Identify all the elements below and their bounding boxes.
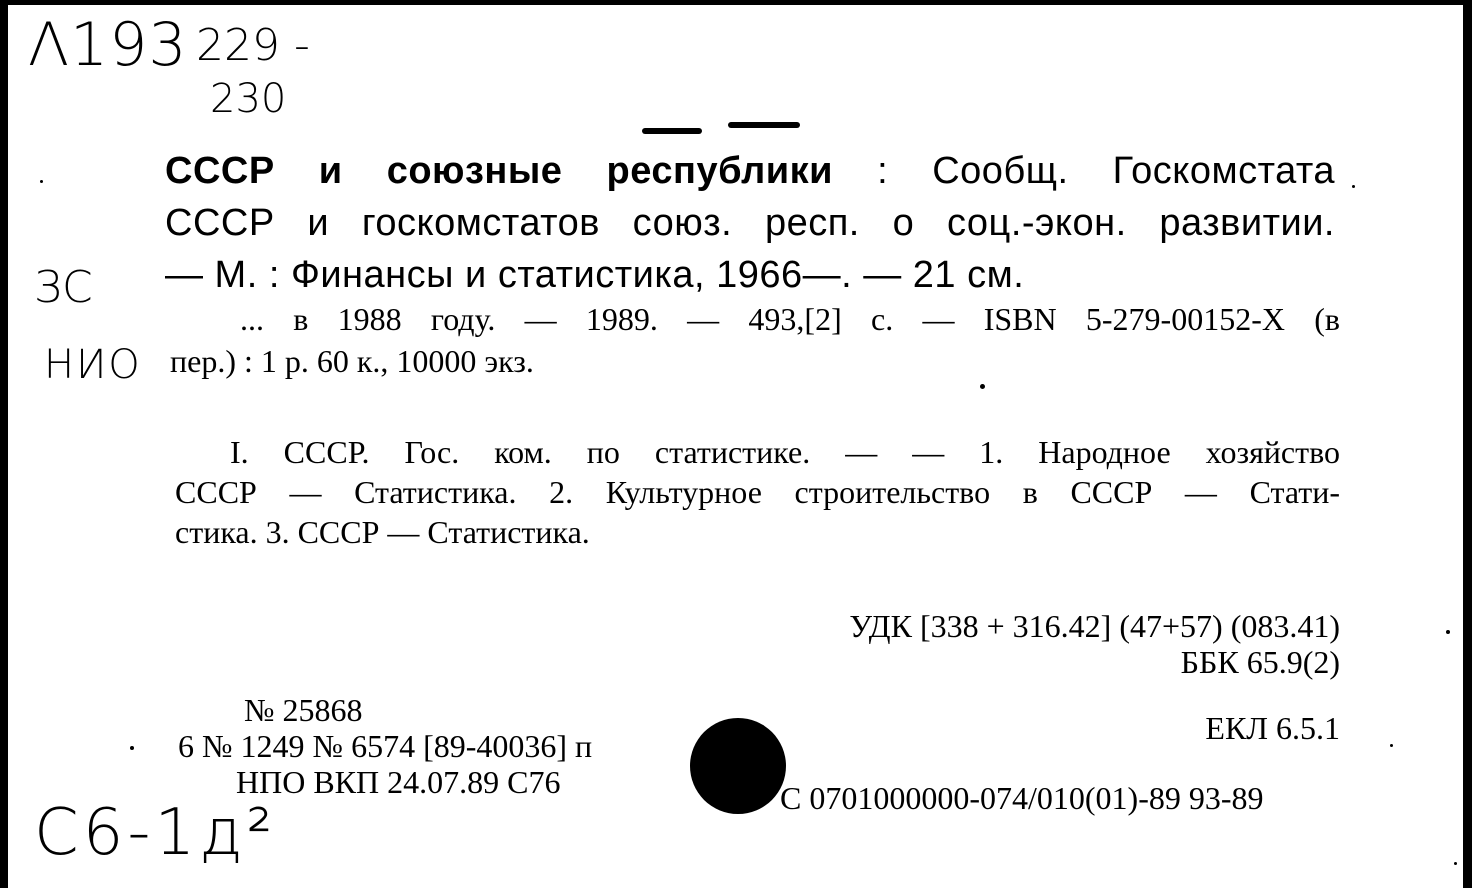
tracing-line-1: I. СССР. Гос. ком. по статистике. — — 1. Народное хозяйство xyxy=(230,434,1340,470)
handwritten-bottom-mark: С6-1д² xyxy=(34,796,277,870)
noise-speck xyxy=(980,384,985,389)
title-line-1 xyxy=(165,145,1335,197)
ekl-code: ЕКЛ 6.5.1 xyxy=(1205,710,1340,746)
title-line-1-rest: : Сообщ. Госкомстата xyxy=(833,150,1335,192)
noise-speck xyxy=(40,180,43,183)
card-title xyxy=(165,145,1335,301)
imprint-number: № 25868 xyxy=(244,692,363,728)
tracing-line-3: стика. 3. СССР — Статистика. xyxy=(175,514,590,550)
imprint-block xyxy=(178,692,592,800)
noise-speck xyxy=(1446,630,1450,634)
card-top-edge xyxy=(0,0,1472,5)
punch-hole xyxy=(690,718,786,814)
catalog-classification-code: С 0701000000-074/010(01)-89 93-89 xyxy=(780,780,1264,816)
handwritten-shelf-range-b: 230 xyxy=(210,76,287,122)
classification-codes xyxy=(849,608,1340,680)
handwritten-margin-mark-2: НИО xyxy=(44,342,142,388)
volume-line-2: пер.) : 1 р. 60 к., 10000 экз. xyxy=(170,343,534,379)
bbk-code: ББК 65.9(2) xyxy=(1180,644,1340,680)
subject-tracing xyxy=(175,432,1340,552)
noise-speck xyxy=(1390,744,1393,747)
imprint-printer: НПО ВКП 24.07.89 С76 xyxy=(236,764,561,800)
handwritten-margin-mark-1: ЗС xyxy=(34,262,93,313)
card-left-edge xyxy=(0,0,8,888)
noise-speck xyxy=(130,746,134,750)
dash-mark-2 xyxy=(728,122,800,128)
dash-mark-1 xyxy=(642,128,702,134)
title-line-3: — М. : Финансы и статистика, 1966—. — 21 см. xyxy=(165,254,1025,296)
tracing-line-2: СССР — Статистика. 2. Культурное строительство в СССР — Стати- xyxy=(175,474,1340,510)
imprint-order: 6 № 1249 № 6574 [89-40036] п xyxy=(178,728,593,764)
handwritten-shelf-range-a: 229 - xyxy=(196,20,310,71)
noise-speck xyxy=(1352,185,1355,188)
title-bold: СССР и союзные республики xyxy=(165,150,833,192)
udk-code: УДК [338 + 316.42] (47+57) (083.41) xyxy=(849,608,1340,644)
handwritten-shelf-code: Λ193 xyxy=(28,10,188,80)
noise-speck xyxy=(1454,862,1457,865)
volume-line-1: ... в 1988 году. — 1989. — 493,[2] с. — ISBN 5-279-00152-X (в xyxy=(240,301,1340,337)
card-right-edge xyxy=(1463,0,1472,888)
volume-description xyxy=(170,298,1340,382)
title-line-2: СССР и госкомстатов союз. респ. о соц.-экон. развитии. xyxy=(165,202,1335,244)
